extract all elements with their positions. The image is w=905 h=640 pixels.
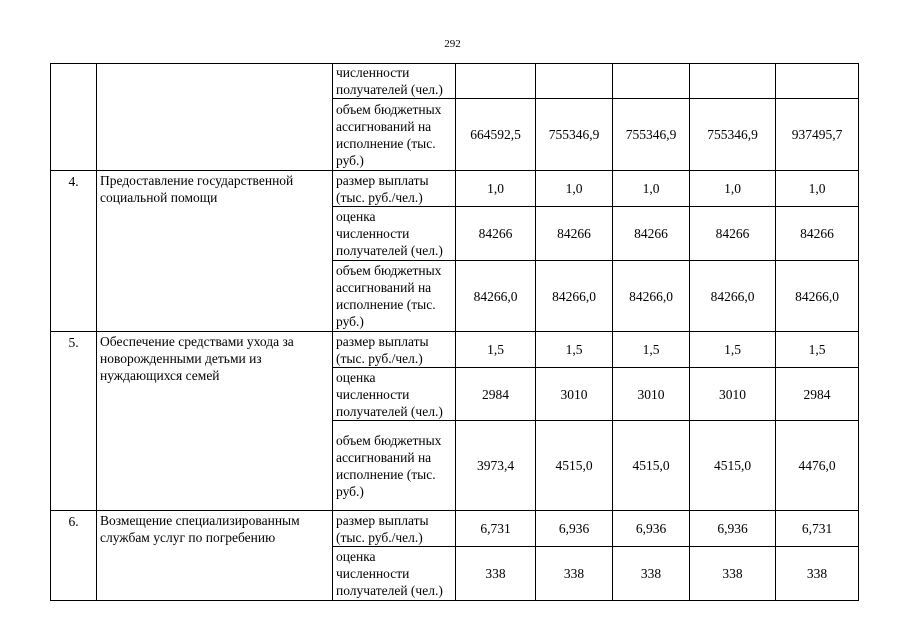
- value-cell: 755346,9: [536, 99, 613, 171]
- value-cell: 1,5: [536, 332, 613, 368]
- value-cell: 84266: [690, 207, 776, 261]
- value-cell: 338: [456, 547, 536, 601]
- value-cell: 1,0: [776, 171, 859, 207]
- value-cell: 1,5: [613, 332, 690, 368]
- value-cell: 84266: [456, 207, 536, 261]
- value-cell: 84266,0: [456, 261, 536, 332]
- table-row: [51, 64, 859, 99]
- page-number: 292: [444, 38, 461, 50]
- value-cell: 6,731: [456, 511, 536, 547]
- indicator-label: объем бюджетных ассигнований на исполнение (тыс. руб.): [333, 99, 456, 171]
- value-cell: 6,731: [776, 511, 859, 547]
- value-cell: 84266,0: [536, 261, 613, 332]
- table-row: [51, 511, 859, 547]
- value-cell: 3973,4: [456, 421, 536, 511]
- indicator-label: оценка численности получателей (чел.): [333, 368, 456, 421]
- value-cell: 755346,9: [690, 99, 776, 171]
- indicator-label: численности получателей (чел.): [333, 64, 456, 99]
- value-cell: 755346,9: [613, 99, 690, 171]
- row-number: 4.: [51, 171, 97, 332]
- value-cell: 4515,0: [690, 421, 776, 511]
- value-cell: 6,936: [690, 511, 776, 547]
- value-cell: 1,0: [613, 171, 690, 207]
- value-cell: 1,5: [776, 332, 859, 368]
- measure-name: Обеспечение средствами ухода за новорожденными детьми из нуждающихся семей: [97, 332, 333, 511]
- value-cell: 1,5: [456, 332, 536, 368]
- row-number: 6.: [51, 511, 97, 601]
- table-row: [51, 332, 859, 368]
- value-cell: 84266: [776, 207, 859, 261]
- value-cell: 3010: [690, 368, 776, 421]
- value-cell: 4515,0: [613, 421, 690, 511]
- value-cell: 6,936: [536, 511, 613, 547]
- value-cell: [613, 64, 690, 99]
- value-cell: [536, 64, 613, 99]
- value-cell: 6,936: [613, 511, 690, 547]
- value-cell: 338: [536, 547, 613, 601]
- value-cell: [690, 64, 776, 99]
- budget-table: [50, 63, 859, 601]
- row-number: 5.: [51, 332, 97, 511]
- indicator-label: объем бюджетных ассигнований на исполнение (тыс. руб.): [333, 421, 456, 511]
- row-number: [51, 64, 97, 171]
- value-cell: 4515,0: [536, 421, 613, 511]
- value-cell: 338: [690, 547, 776, 601]
- value-cell: 1,0: [456, 171, 536, 207]
- table-row: [51, 171, 859, 207]
- value-cell: 84266: [536, 207, 613, 261]
- value-cell: 84266,0: [690, 261, 776, 332]
- value-cell: [456, 64, 536, 99]
- value-cell: 664592,5: [456, 99, 536, 171]
- measure-name: Предоставление государственной социальной помощи: [97, 171, 333, 332]
- value-cell: 1,5: [690, 332, 776, 368]
- value-cell: 338: [776, 547, 859, 601]
- value-cell: 3010: [536, 368, 613, 421]
- indicator-label: объем бюджетных ассигнований на исполнение (тыс. руб.): [333, 261, 456, 332]
- value-cell: [776, 64, 859, 99]
- value-cell: 84266,0: [613, 261, 690, 332]
- indicator-label: размер выплаты (тыс. руб./чел.): [333, 171, 456, 207]
- value-cell: 4476,0: [776, 421, 859, 511]
- measure-name: [97, 64, 333, 171]
- value-cell: 2984: [776, 368, 859, 421]
- value-cell: 84266: [613, 207, 690, 261]
- value-cell: 84266,0: [776, 261, 859, 332]
- value-cell: 1,0: [536, 171, 613, 207]
- indicator-label: размер выплаты (тыс. руб./чел.): [333, 511, 456, 547]
- indicator-label: оценка численности получателей (чел.): [333, 547, 456, 601]
- indicator-label: оценка численности получателей (чел.): [333, 207, 456, 261]
- value-cell: 937495,7: [776, 99, 859, 171]
- measure-name: Возмещение специализированным службам услуг по погребению: [97, 511, 333, 601]
- value-cell: 3010: [613, 368, 690, 421]
- indicator-label: размер выплаты (тыс. руб./чел.): [333, 332, 456, 368]
- value-cell: 2984: [456, 368, 536, 421]
- value-cell: 338: [613, 547, 690, 601]
- value-cell: 1,0: [690, 171, 776, 207]
